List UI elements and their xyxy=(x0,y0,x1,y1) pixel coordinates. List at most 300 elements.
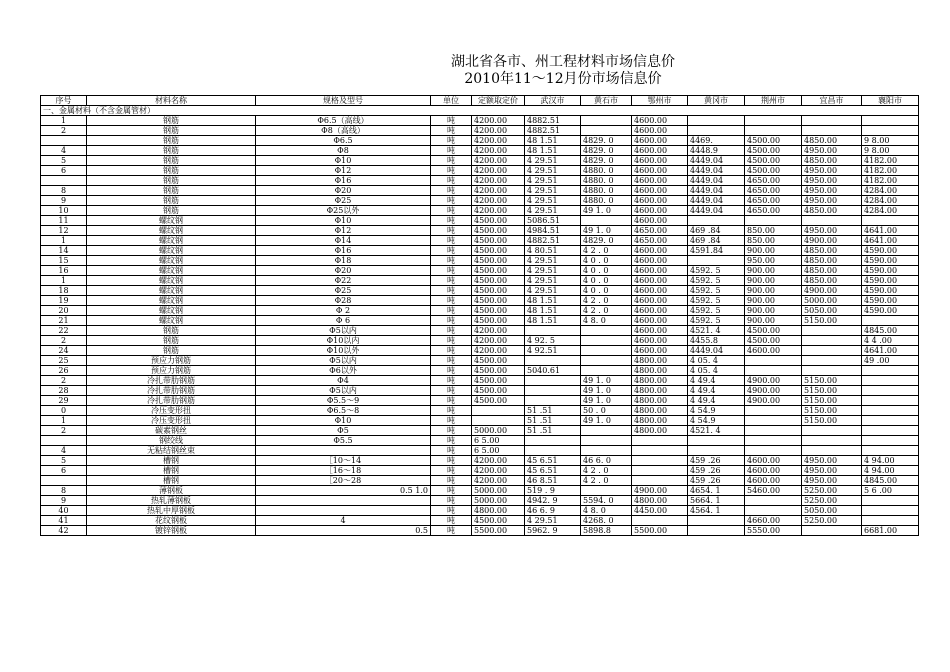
wuhan-price-cell xyxy=(525,436,581,446)
huanggang-price-cell: 4591.84 xyxy=(688,246,745,256)
material-name-cell: 钢筋 xyxy=(87,196,256,206)
unit-cell: 吨 xyxy=(431,366,472,376)
ezhou-price-cell: 4600.00 xyxy=(632,206,688,216)
huangshi-price-cell xyxy=(581,486,632,496)
wuhan-price-cell: 4882.51 xyxy=(525,236,581,246)
jingzhou-price-cell: 4500.00 xyxy=(745,166,802,176)
material-name-cell: 钢筋 xyxy=(87,136,256,146)
row-number-cell: 24 xyxy=(41,346,87,356)
table-row xyxy=(41,416,919,426)
yichang-price-cell xyxy=(802,326,862,336)
material-name-cell: 钢筋 xyxy=(87,166,256,176)
wuhan-price-cell: 46 8.51 xyxy=(525,476,581,486)
xiangyang-price-cell: 4182.00 xyxy=(862,176,919,186)
specification-cell: Φ16 xyxy=(256,176,431,186)
table-row xyxy=(41,196,919,206)
specification-cell: 0.5 xyxy=(256,526,431,536)
xiangyang-price-cell: 4284.00 xyxy=(862,186,919,196)
huangshi-price-cell: 4880. 0 xyxy=(581,176,632,186)
row-number-cell: 4 xyxy=(41,446,87,456)
column-header-huangshi-price: 黄石市 xyxy=(581,96,632,106)
material-name-cell: 螺纹钢 xyxy=(87,236,256,246)
quota-price-cell: 4200.00 xyxy=(472,146,525,156)
jingzhou-price-cell: 4500.00 xyxy=(745,326,802,336)
jingzhou-price-cell xyxy=(745,126,802,136)
ezhou-price-cell: 4600.00 xyxy=(632,166,688,176)
jingzhou-price-cell xyxy=(745,116,802,126)
material-name-cell: 碳素钢丝 xyxy=(87,426,256,436)
unit-cell: 吨 xyxy=(431,496,472,506)
unit-cell: 吨 xyxy=(431,316,472,326)
jingzhou-price-cell: 4600.00 xyxy=(745,456,802,466)
huangshi-price-cell: 4 2 . 0 xyxy=(581,476,632,486)
row-number-cell: 2 xyxy=(41,426,87,436)
huanggang-price-cell: 4 49.4 xyxy=(688,376,745,386)
huangshi-price-cell xyxy=(581,216,632,226)
wuhan-price-cell: 519 . 9 xyxy=(525,486,581,496)
yichang-price-cell xyxy=(802,446,862,456)
quota-price-cell: 4500.00 xyxy=(472,256,525,266)
ezhou-price-cell: 4800.00 xyxy=(632,496,688,506)
specification-cell: Φ18 xyxy=(256,256,431,266)
wuhan-price-cell: 4984.51 xyxy=(525,226,581,236)
huangshi-price-cell: 4 8. 0 xyxy=(581,506,632,516)
huanggang-price-cell: 4449.04 xyxy=(688,196,745,206)
wuhan-price-cell xyxy=(525,356,581,366)
yichang-price-cell: 4900.00 xyxy=(802,236,862,246)
xiangyang-price-cell xyxy=(862,436,919,446)
quota-price-cell: 6 5.00 xyxy=(472,446,525,456)
unit-cell: 吨 xyxy=(431,136,472,146)
xiangyang-price-cell: 4845.00 xyxy=(862,326,919,336)
row-number-cell xyxy=(41,476,87,486)
material-name-cell: 螺纹钢 xyxy=(87,266,256,276)
material-name-cell: 螺纹钢 xyxy=(87,226,256,236)
unit-cell: 吨 xyxy=(431,196,472,206)
wuhan-price-cell: 4 29.51 xyxy=(525,166,581,176)
row-number-cell: 2 xyxy=(41,336,87,346)
row-number-cell: 6 xyxy=(41,166,87,176)
ezhou-price-cell: 4600.00 xyxy=(632,336,688,346)
specification-cell: Φ10 xyxy=(256,416,431,426)
unit-cell: 吨 xyxy=(431,286,472,296)
xiangyang-price-cell xyxy=(862,516,919,526)
ezhou-price-cell: 4650.00 xyxy=(632,236,688,246)
ezhou-price-cell xyxy=(632,516,688,526)
unit-cell: 吨 xyxy=(431,276,472,286)
ezhou-price-cell: 4600.00 xyxy=(632,266,688,276)
ezhou-price-cell: 4900.00 xyxy=(632,486,688,496)
wuhan-price-cell: 51 .51 xyxy=(525,406,581,416)
xiangyang-price-cell xyxy=(862,396,919,406)
ezhou-price-cell: 4600.00 xyxy=(632,176,688,186)
row-number-cell: 20 xyxy=(41,306,87,316)
xiangyang-price-cell: 4590.00 xyxy=(862,296,919,306)
table-row xyxy=(41,396,919,406)
huangshi-price-cell: 49 1. 0 xyxy=(581,416,632,426)
ezhou-price-cell xyxy=(632,456,688,466)
wuhan-price-cell: 4 29.51 xyxy=(525,206,581,216)
huangshi-price-cell xyxy=(581,126,632,136)
huangshi-price-cell xyxy=(581,366,632,376)
unit-cell: 吨 xyxy=(431,526,472,536)
huangshi-price-cell: 50 . 0 xyxy=(581,406,632,416)
jingzhou-price-cell: 4900.00 xyxy=(745,396,802,406)
quota-price-cell: 4800.00 xyxy=(472,506,525,516)
material-name-cell: 螺纹钢 xyxy=(87,306,256,316)
quota-price-cell xyxy=(472,416,525,426)
ezhou-price-cell: 4600.00 xyxy=(632,296,688,306)
ezhou-price-cell: 4600.00 xyxy=(632,246,688,256)
wuhan-price-cell xyxy=(525,326,581,336)
huangshi-price-cell: 49 1. 0 xyxy=(581,386,632,396)
quota-price-cell: 4500.00 xyxy=(472,366,525,376)
unit-cell: 吨 xyxy=(431,406,472,416)
table-row xyxy=(41,346,919,356)
yichang-price-cell: 5150.00 xyxy=(802,376,862,386)
column-header-ezhou-price: 鄂州市 xyxy=(632,96,688,106)
unit-cell: 吨 xyxy=(431,146,472,156)
quota-price-cell: 4500.00 xyxy=(472,226,525,236)
huanggang-price-cell: 459 .26 xyxy=(688,476,745,486)
huanggang-price-cell: 4449.04 xyxy=(688,166,745,176)
specification-cell: 4 xyxy=(256,516,431,526)
quota-price-cell: 4200.00 xyxy=(472,336,525,346)
quota-price-cell: 4500.00 xyxy=(472,356,525,366)
jingzhou-price-cell: 4500.00 xyxy=(745,136,802,146)
huanggang-price-cell: 4564. 1 xyxy=(688,506,745,516)
material-name-cell: 螺纹钢 xyxy=(87,256,256,266)
quota-price-cell: 5000.00 xyxy=(472,426,525,436)
ezhou-price-cell: 4600.00 xyxy=(632,136,688,146)
huanggang-price-cell: 4592. 5 xyxy=(688,266,745,276)
row-number-cell: 5 xyxy=(41,456,87,466)
ezhou-price-cell: 4600.00 xyxy=(632,286,688,296)
huanggang-price-cell: 459 .26 xyxy=(688,456,745,466)
material-name-cell: 槽钢 xyxy=(87,456,256,466)
huanggang-price-cell: 4449.04 xyxy=(688,176,745,186)
material-name-cell: 钢筋 xyxy=(87,126,256,136)
column-header-huanggang-price: 黄冈市 xyxy=(688,96,745,106)
wuhan-price-cell: 4 29.51 xyxy=(525,196,581,206)
yichang-price-cell xyxy=(802,346,862,356)
xiangyang-price-cell: 4590.00 xyxy=(862,246,919,256)
xiangyang-price-cell xyxy=(862,496,919,506)
huangshi-price-cell xyxy=(581,446,632,456)
ezhou-price-cell: 4600.00 xyxy=(632,326,688,336)
quota-price-cell: 4500.00 xyxy=(472,236,525,246)
row-number-cell: 9 xyxy=(41,496,87,506)
ezhou-price-cell: 4600.00 xyxy=(632,316,688,326)
yichang-price-cell: 5050.00 xyxy=(802,306,862,316)
unit-cell: 吨 xyxy=(431,356,472,366)
specification-cell: Φ5以内 xyxy=(256,386,431,396)
specification-cell: Φ6以外 xyxy=(256,366,431,376)
wuhan-price-cell: 4 29.51 xyxy=(525,286,581,296)
huanggang-price-cell xyxy=(688,526,745,536)
row-number-cell xyxy=(41,176,87,186)
ezhou-price-cell: 4600.00 xyxy=(632,346,688,356)
material-name-cell: 螺纹钢 xyxy=(87,316,256,326)
jingzhou-price-cell xyxy=(745,366,802,376)
unit-cell: 吨 xyxy=(431,426,472,436)
row-number-cell: 9 xyxy=(41,196,87,206)
jingzhou-price-cell: 900.00 xyxy=(745,306,802,316)
material-name-cell: 钢筋 xyxy=(87,326,256,336)
table-row xyxy=(41,226,919,236)
huangshi-price-cell xyxy=(581,356,632,366)
unit-cell: 吨 xyxy=(431,436,472,446)
material-name-cell: 螺纹钢 xyxy=(87,296,256,306)
quota-price-cell: 4500.00 xyxy=(472,276,525,286)
unit-cell: 吨 xyxy=(431,346,472,356)
specification-cell xyxy=(256,496,431,506)
wuhan-price-cell: 51 .51 xyxy=(525,426,581,436)
quota-price-cell xyxy=(472,406,525,416)
table-row xyxy=(41,336,919,346)
material-name-cell: 钢筋 xyxy=(87,206,256,216)
huanggang-price-cell: 4 54.9 xyxy=(688,416,745,426)
quota-price-cell: 4200.00 xyxy=(472,466,525,476)
ezhou-price-cell: 4600.00 xyxy=(632,276,688,286)
specification-cell: Φ28 xyxy=(256,296,431,306)
material-name-cell: 钢筋 xyxy=(87,336,256,346)
xiangyang-price-cell: 6681.00 xyxy=(862,526,919,536)
yichang-price-cell xyxy=(802,336,862,346)
material-name-cell: 钢筋 xyxy=(87,146,256,156)
huangshi-price-cell: 4 2 . 0 xyxy=(581,246,632,256)
material-name-cell: 钢筋 xyxy=(87,346,256,356)
row-number-cell: 28 xyxy=(41,386,87,396)
jingzhou-price-cell: 850.00 xyxy=(745,236,802,246)
jingzhou-price-cell: 850.00 xyxy=(745,226,802,236)
huanggang-price-cell xyxy=(688,516,745,526)
jingzhou-price-cell xyxy=(745,506,802,516)
quota-price-cell: 5000.00 xyxy=(472,486,525,496)
jingzhou-price-cell: 4650.00 xyxy=(745,196,802,206)
ezhou-price-cell: 5500.00 xyxy=(632,526,688,536)
xiangyang-price-cell xyxy=(862,126,919,136)
row-number-cell: 41 xyxy=(41,516,87,526)
table-row xyxy=(41,176,919,186)
wuhan-price-cell: 45 6.51 xyxy=(525,456,581,466)
ezhou-price-cell: 4800.00 xyxy=(632,396,688,406)
table-row xyxy=(41,516,919,526)
yichang-price-cell: 4850.00 xyxy=(802,156,862,166)
ezhou-price-cell xyxy=(632,466,688,476)
huangshi-price-cell: 4880. 0 xyxy=(581,186,632,196)
yichang-price-cell xyxy=(802,426,862,436)
wuhan-price-cell: 48 1.51 xyxy=(525,316,581,326)
jingzhou-price-cell: 900.00 xyxy=(745,296,802,306)
jingzhou-price-cell: 900.00 xyxy=(745,316,802,326)
wuhan-price-cell: 5962. 9 xyxy=(525,526,581,536)
xiangyang-price-cell: 4284.00 xyxy=(862,206,919,216)
huanggang-price-cell: 4449.04 xyxy=(688,156,745,166)
huangshi-price-cell: 4880. 0 xyxy=(581,196,632,206)
specification-cell: Φ 2 xyxy=(256,306,431,316)
huanggang-price-cell: 4592. 5 xyxy=(688,316,745,326)
ezhou-price-cell xyxy=(632,476,688,486)
huangshi-price-cell xyxy=(581,436,632,446)
huanggang-price-cell: 4654. 1 xyxy=(688,486,745,496)
specification-cell: Φ20 xyxy=(256,186,431,196)
specification-cell: Φ25 xyxy=(256,196,431,206)
quota-price-cell: 4500.00 xyxy=(472,316,525,326)
row-number-cell: 4 xyxy=(41,146,87,156)
table-row xyxy=(41,406,919,416)
material-name-cell: 花纹钢板 xyxy=(87,516,256,526)
wuhan-price-cell: 4882.51 xyxy=(525,116,581,126)
specification-cell: Φ10 xyxy=(256,156,431,166)
material-name-cell: 螺纹钢 xyxy=(87,216,256,226)
quota-price-cell: 4200.00 xyxy=(472,196,525,206)
yichang-price-cell: 5250.00 xyxy=(802,486,862,496)
xiangyang-price-cell: 49 .00 xyxy=(862,356,919,366)
wuhan-price-cell: 45 6.51 xyxy=(525,466,581,476)
table-row xyxy=(41,286,919,296)
yichang-price-cell: 5250.00 xyxy=(802,496,862,506)
quota-price-cell: 4500.00 xyxy=(472,266,525,276)
yichang-price-cell: 4950.00 xyxy=(802,146,862,156)
xiangyang-price-cell xyxy=(862,366,919,376)
unit-cell: 吨 xyxy=(431,236,472,246)
material-name-cell: 槽钢 xyxy=(87,476,256,486)
yichang-price-cell: 4950.00 xyxy=(802,166,862,176)
ezhou-price-cell: 4800.00 xyxy=(632,356,688,366)
ezhou-price-cell: 4800.00 xyxy=(632,386,688,396)
unit-cell: 吨 xyxy=(431,396,472,406)
specification-cell: Φ8（高线） xyxy=(256,126,431,136)
xiangyang-price-cell xyxy=(862,216,919,226)
quota-price-cell: 4200.00 xyxy=(472,346,525,356)
wuhan-price-cell: 51 .51 xyxy=(525,416,581,426)
row-number-cell: 15 xyxy=(41,256,87,266)
yichang-price-cell: 4950.00 xyxy=(802,176,862,186)
huanggang-price-cell: 469 .84 xyxy=(688,236,745,246)
material-name-cell: 螺纹钢 xyxy=(87,276,256,286)
huanggang-price-cell xyxy=(688,216,745,226)
yichang-price-cell: 5250.00 xyxy=(802,516,862,526)
jingzhou-price-cell: 4900.00 xyxy=(745,386,802,396)
quota-price-cell: 4500.00 xyxy=(472,296,525,306)
unit-cell: 吨 xyxy=(431,326,472,336)
jingzhou-price-cell: 900.00 xyxy=(745,276,802,286)
xiangyang-price-cell: 9 8.00 xyxy=(862,136,919,146)
huangshi-price-cell: 49 1. 0 xyxy=(581,376,632,386)
ezhou-price-cell: 4600.00 xyxy=(632,126,688,136)
row-number-cell: 26 xyxy=(41,366,87,376)
unit-cell: 吨 xyxy=(431,486,472,496)
huanggang-price-cell: 4455.8 xyxy=(688,336,745,346)
material-name-cell: 冷扎带肋钢筋 xyxy=(87,396,256,406)
xiangyang-price-cell xyxy=(862,316,919,326)
ezhou-price-cell xyxy=(632,446,688,456)
jingzhou-price-cell xyxy=(745,446,802,456)
specification-cell: Φ 6 xyxy=(256,316,431,326)
specification-cell: Φ10以外 xyxy=(256,346,431,356)
yichang-price-cell: 4850.00 xyxy=(802,256,862,266)
specification-cell: Φ20 xyxy=(256,266,431,276)
xiangyang-price-cell: 4641.00 xyxy=(862,346,919,356)
material-name-cell: 镀锌钢板 xyxy=(87,526,256,536)
row-number-cell: 22 xyxy=(41,326,87,336)
jingzhou-price-cell: 4600.00 xyxy=(745,476,802,486)
wuhan-price-cell: 48 1.51 xyxy=(525,296,581,306)
yichang-price-cell: 5150.00 xyxy=(802,416,862,426)
wuhan-price-cell: 46 6. 9 xyxy=(525,506,581,516)
table-row xyxy=(41,366,919,376)
jingzhou-price-cell xyxy=(745,416,802,426)
unit-cell: 吨 xyxy=(431,266,472,276)
wuhan-price-cell: 4 92. 5 xyxy=(525,336,581,346)
page-title: 湖北省各市、州工程材料市场信息价 xyxy=(451,54,675,70)
unit-cell: 吨 xyxy=(431,116,472,126)
table-row xyxy=(41,356,919,366)
huangshi-price-cell: 46 6. 0 xyxy=(581,456,632,466)
wuhan-price-cell: 48 1.51 xyxy=(525,146,581,156)
xiangyang-price-cell xyxy=(862,416,919,426)
unit-cell: 吨 xyxy=(431,166,472,176)
material-name-cell: 冷扎带肋钢筋 xyxy=(87,386,256,396)
yichang-price-cell: 4950.00 xyxy=(802,196,862,206)
table-row xyxy=(41,206,919,216)
quota-price-cell: 4500.00 xyxy=(472,306,525,316)
row-number-cell: 2 xyxy=(41,126,87,136)
wuhan-price-cell: 4 29.51 xyxy=(525,266,581,276)
xiangyang-price-cell: 4590.00 xyxy=(862,286,919,296)
yichang-price-cell: 5150.00 xyxy=(802,396,862,406)
yichang-price-cell xyxy=(802,436,862,446)
unit-cell: 吨 xyxy=(431,126,472,136)
ezhou-price-cell: 4450.00 xyxy=(632,506,688,516)
unit-cell: 吨 xyxy=(431,296,472,306)
yichang-price-cell xyxy=(802,126,862,136)
ezhou-price-cell: 4600.00 xyxy=(632,146,688,156)
jingzhou-price-cell: 950.00 xyxy=(745,256,802,266)
huangshi-price-cell: 4 2 . 0 xyxy=(581,296,632,306)
wuhan-price-cell xyxy=(525,386,581,396)
huanggang-price-cell: 4449.04 xyxy=(688,186,745,196)
row-number-cell: 21 xyxy=(41,316,87,326)
xiangyang-price-cell: 4284.00 xyxy=(862,196,919,206)
jingzhou-price-cell: 5550.00 xyxy=(745,526,802,536)
huanggang-price-cell: 4 49.4 xyxy=(688,396,745,406)
specification-cell: Φ6.5 xyxy=(256,136,431,146)
huanggang-price-cell: 4469. xyxy=(688,136,745,146)
table-row xyxy=(41,326,919,336)
column-header-unit: 单位 xyxy=(431,96,472,106)
row-number-cell: 8 xyxy=(41,186,87,196)
huangshi-price-cell: 4268. 0 xyxy=(581,516,632,526)
wuhan-price-cell: 4 29.51 xyxy=(525,156,581,166)
column-header-jingzhou-price: 荆州市 xyxy=(745,96,802,106)
yichang-price-cell xyxy=(802,526,862,536)
material-name-cell: 钢绞线 xyxy=(87,436,256,446)
jingzhou-price-cell: 900.00 xyxy=(745,286,802,296)
row-number-cell: 1 xyxy=(41,116,87,126)
wuhan-price-cell: 4 29.51 xyxy=(525,256,581,266)
column-header-specification: 规格及型号 xyxy=(256,96,431,106)
huangshi-price-cell: 49 1. 0 xyxy=(581,206,632,216)
huangshi-price-cell xyxy=(581,336,632,346)
column-header-quota-price: 定额取定价 xyxy=(472,96,525,106)
yichang-price-cell: 4850.00 xyxy=(802,136,862,146)
huanggang-price-cell: 4449.04 xyxy=(688,206,745,216)
huanggang-price-cell: 4449.04 xyxy=(688,346,745,356)
xiangyang-price-cell: 4 94.00 xyxy=(862,466,919,476)
table-row xyxy=(41,246,919,256)
